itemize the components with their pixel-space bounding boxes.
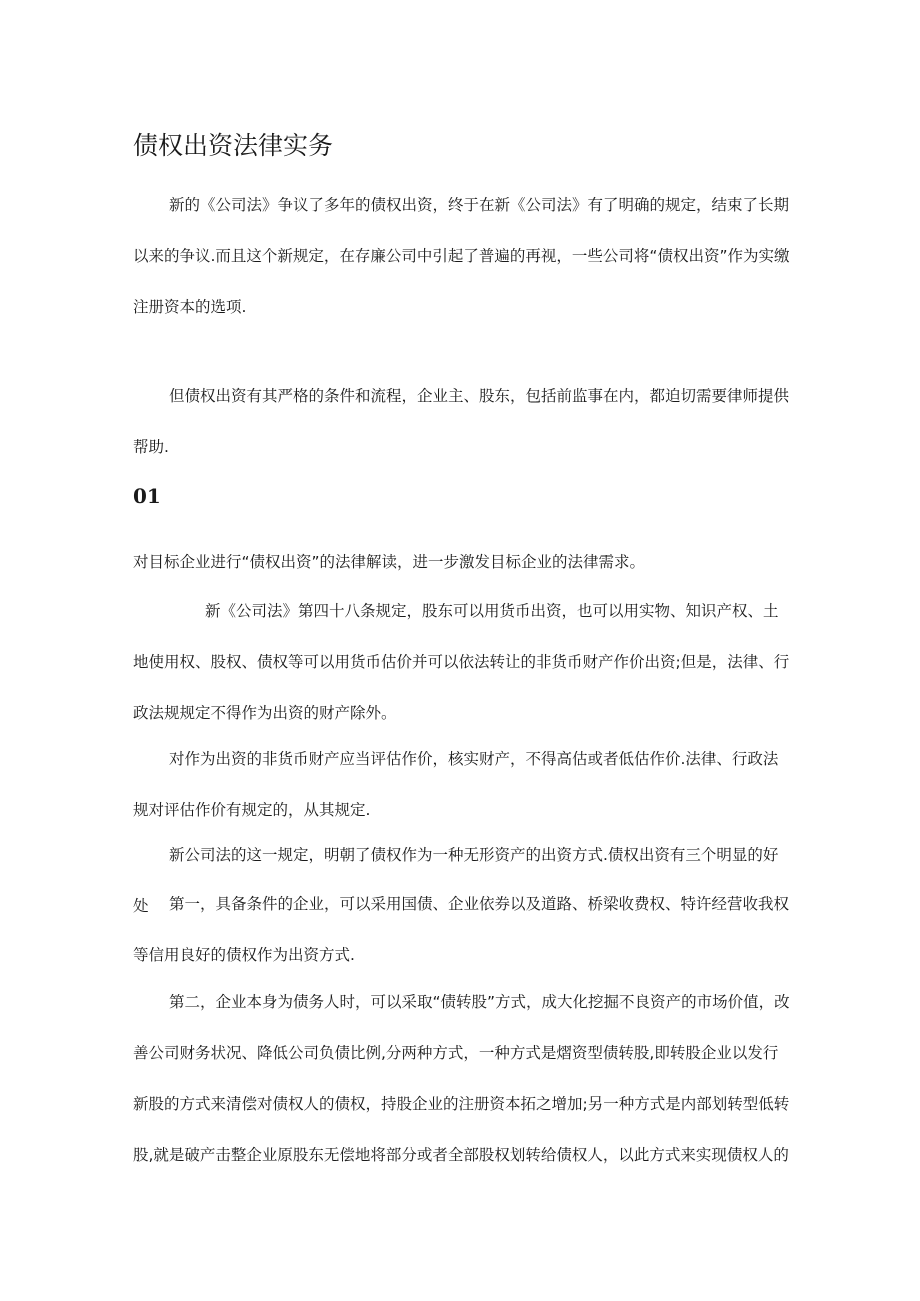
body-paragraph-4: 第一，具备条件的企业，可以采用国债、企业依券以及道路、桥梁收费权、特许经营收我权等信用良好的债权作为出资方式.: [133, 895, 790, 964]
intro-paragraph-2: 但债权出资有其严格的条件和流程，企业主、股东，包括前监事在内，都迫切需要律师提供帮助.: [133, 387, 790, 456]
body-paragraph-3: 新公司法的这一规定，明朝了债权作为一种无形资产的出资方式.债权出资有三个明显的好处: [133, 846, 779, 915]
section-heading: 对目标企业进行“债权出资”的法律解读，进一步激发目标企业的法律需求。: [133, 553, 646, 571]
document-title: 债权出资法律实务: [133, 131, 334, 160]
body-paragraph-5: 第二，企业本身为债务人时，可以采取“债转股”方式，成大化挖掘不良资产的市场价值，改善公司财务状况、降低公司负债比例,分两种方式，一种方式是熠资型债转股,即转股企业以发行新股的方式来清偿对债权人的债权，持股企业的注册资本拓之增加;另一种方式是内部划转型低转股,就是破产击整企业原股东无偿地将部分或者全部股权划转给债权人，以此方式来实现债权人的: [133, 993, 790, 1164]
body-paragraph-2: 对作为出资的非货币财产应当评估作价，核实财产，不得高估或者低估作价.法律、行政法规对评估作价有规定的，从其规定.: [133, 750, 779, 819]
section-number: 01: [133, 484, 161, 508]
body-paragraph-1: 新《公司法》第四十八条规定，股东可以用货币出资，也可以用实物、知识产权、土地使用权、股权、债权等可以用货币估价并可以依法转让的非货币财产作价出资;但是，法律、行政法规规定不得作为出资的财产除外。: [133, 602, 790, 722]
intro-paragraph-1: 新的《公司法》争议了多年的债权出资，终于在新《公司法》有了明确的规定，结束了长期以来的争议.而且这个新规定，在存廉公司中引起了普遍的再视，一些公司将“债权出资”作为实缴注册资本的选项.: [133, 196, 790, 316]
